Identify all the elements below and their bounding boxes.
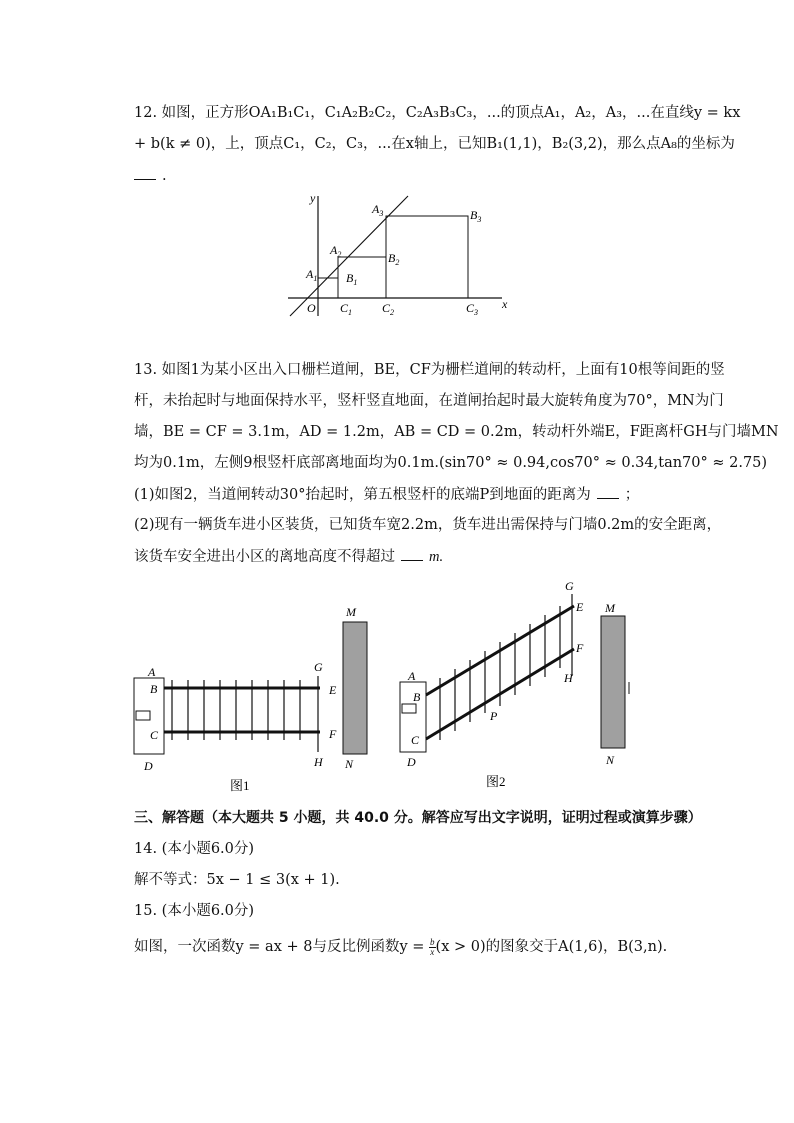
gate-post-window xyxy=(136,711,150,720)
q13-line7 xyxy=(134,546,443,567)
q13-part2-text: 该货车安全进出小区的离地高度不得超过 xyxy=(134,549,395,565)
label-B3: $B_3$ xyxy=(470,208,482,224)
gate-post xyxy=(134,678,164,754)
fraction-numerator: b xyxy=(430,936,435,947)
label-A3: $A_3$ xyxy=(372,202,384,218)
fig2-label-N: N xyxy=(606,753,615,767)
q14-text: 解不等式：5x − 1 ≤ 3(x + 1). xyxy=(134,872,340,888)
q12-line1: 12. 如图，正方形OA₁B₁C₁，C₁A₂B₂C₂，C₂A₃B₃C₃，...的顶点A₁，A₂，A₃，...在直线y = kx xyxy=(134,105,741,121)
q12-period: . xyxy=(162,168,167,184)
fig2-label-M: M xyxy=(605,601,615,615)
label-A1: $A_1$ xyxy=(306,267,318,283)
fig2-label-A: A xyxy=(408,669,416,683)
fig2-label-F: F xyxy=(576,641,584,655)
fraction-denominator: x xyxy=(430,946,435,957)
q15-text-b: (x > 0)的图象交于A(1,6)，B(3,n). xyxy=(435,939,668,955)
label-A2: $A_2$ xyxy=(330,243,342,259)
q14-title: 14. (本小题6.0分) xyxy=(134,841,255,857)
fig1-label-D: D xyxy=(144,759,153,773)
square-3 xyxy=(386,216,468,298)
fig1-label-H: H xyxy=(314,755,323,769)
fig1-label-G: G xyxy=(314,660,323,674)
answer-blank-1 xyxy=(597,484,619,499)
fig2-label-B: B xyxy=(413,690,421,704)
q15-text xyxy=(134,937,667,957)
section3-heading: 三、解答题（本大题共 5 小题，共 40.0 分。解答应写出文字说明，证明过程或演算步骤） xyxy=(134,810,702,826)
fig2-label-E: E xyxy=(576,600,584,614)
q13-part1-end: ； xyxy=(624,487,640,503)
label-C1: $C_1$ xyxy=(340,301,353,317)
q13-line5 xyxy=(134,484,639,505)
label-B1: $B_1$ xyxy=(346,271,358,287)
fig1-label-N: N xyxy=(345,757,354,771)
q13-line2: 杆，未抬起时与地面保持水平，竖杆竖直地面，在道闸抬起时最大旋转角度为70°，MN为门 xyxy=(134,393,724,409)
fig2-caption: 图2 xyxy=(486,774,506,789)
fig1-label-A: A xyxy=(148,665,156,679)
gate-post-window xyxy=(402,704,416,713)
fig1-label-C: C xyxy=(150,728,159,742)
answer-blank-2 xyxy=(401,546,423,561)
q13-line3: 墙，BE = CF = 3.1m，AD = 1.2m，AB = CD = 0.2m，转动杆外端E，F距离杆GH与门墙MN xyxy=(134,424,779,440)
q13-line4: 均为0.1m，左侧9根竖杆底部离地面均为0.1m.(sin70° ≈ 0.94,cos70° ≈ 0.34,tan70° ≈ 2.75) xyxy=(134,455,768,471)
origin-label: O xyxy=(307,301,316,315)
q13-line6: (2)现有一辆货车进小区装货，已知货车宽2.2m，货车进出需保持与门墙0.2m的安全距离， xyxy=(134,517,722,533)
q12-line3 xyxy=(134,165,167,186)
q13-figure-1 xyxy=(128,600,388,800)
y-axis-label: y xyxy=(310,191,316,205)
x-axis-label: x xyxy=(502,297,508,311)
square-1 xyxy=(318,278,338,298)
wall-MN xyxy=(343,622,367,754)
fig2-label-C: C xyxy=(411,733,420,747)
fig1-caption: 图1 xyxy=(230,778,250,793)
q13-line1: 13. 如图1为某小区出入口栅栏道闸，BE，CF为栅栏道闸的转动杆，上面有10根等间距的竖 xyxy=(134,362,725,378)
fig2-label-D: D xyxy=(407,755,416,769)
fig1-label-F: F xyxy=(329,727,337,741)
q15-title: 15. (本小题6.0分) xyxy=(134,903,255,919)
label-C2: $C_2$ xyxy=(382,301,395,317)
q13-part2-unit: m. xyxy=(429,549,444,565)
label-B2: $B_2$ xyxy=(388,251,400,267)
label-C3: $C_3$ xyxy=(466,301,479,317)
fig1-label-B: B xyxy=(150,682,158,696)
fig1-label-M: M xyxy=(346,605,356,619)
q12-figure xyxy=(280,188,520,320)
q15-text-a: 如图，一次函数y = ax + 8与反比例函数y = xyxy=(134,939,430,955)
q12-line2: + b(k ≠ 0)，上，顶点C₁，C₂，C₃，...在x轴上，已知B₁(1,1)，B₂(3,2)，那么点A₈的坐标为 xyxy=(134,136,735,152)
q13-part1-text: (1)如图2，当道闸转动30°抬起时，第五根竖杆的底端P到地面的距离为 xyxy=(134,487,591,503)
fig1-label-E: E xyxy=(329,683,337,697)
answer-blank xyxy=(134,165,156,180)
fig2-label-P: P xyxy=(490,709,498,723)
wall-MN xyxy=(601,616,625,748)
fig2-label-G: G xyxy=(565,579,574,593)
q13-figure-2 xyxy=(398,574,638,796)
fig2-label-H: H xyxy=(564,671,573,685)
